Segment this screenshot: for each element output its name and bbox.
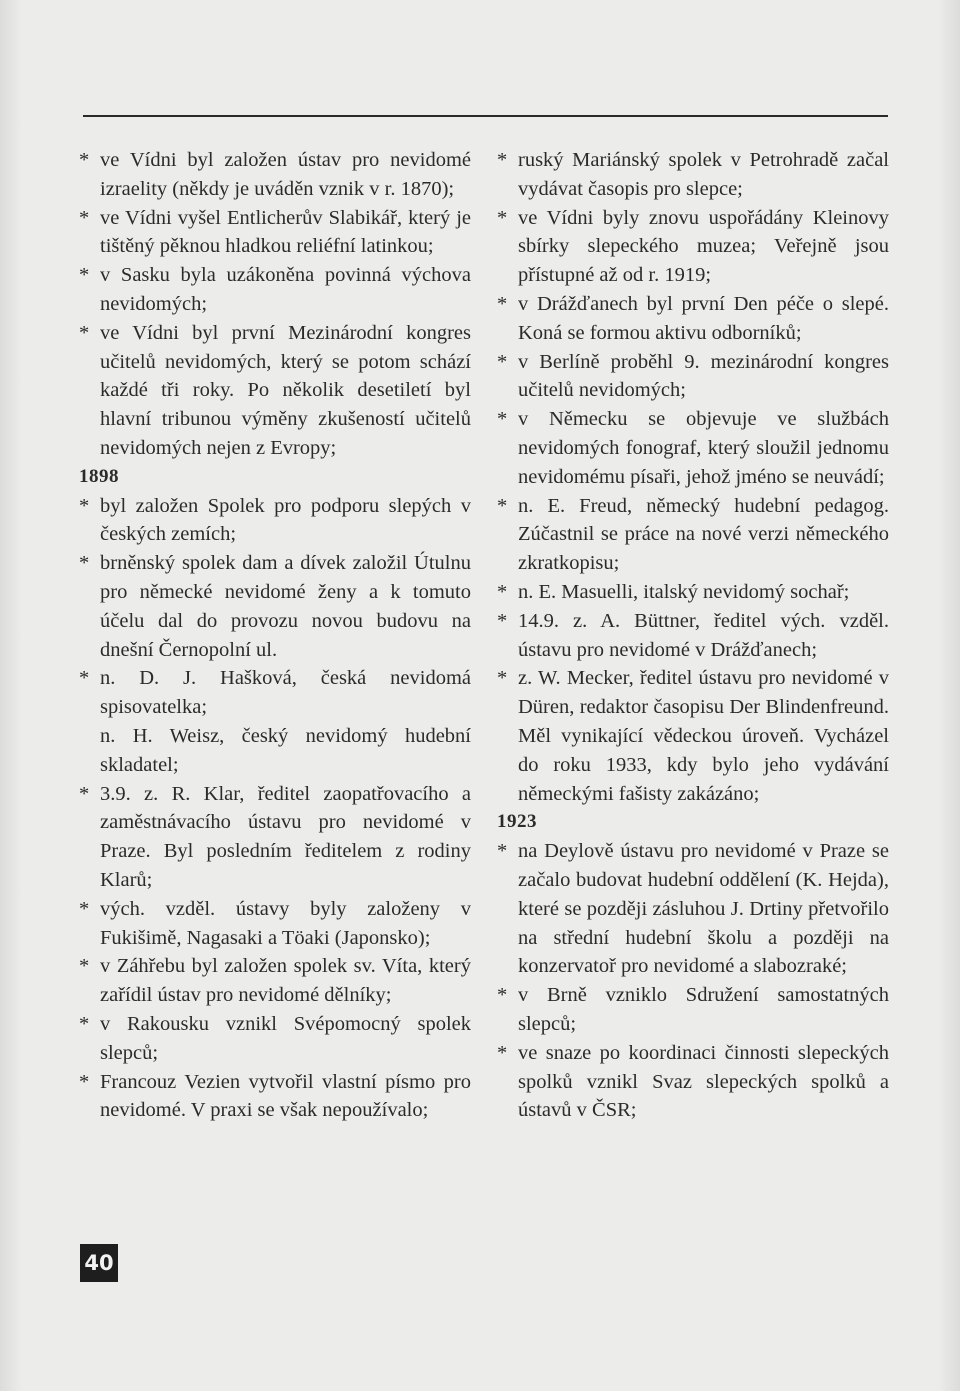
chronology-entry [497,607,889,665]
chronology-entry [79,146,471,204]
page-number: 40 [80,1244,118,1282]
entry-text: z. W. Mecker, ředitel ústavu pro nevidomé v Düren, redaktor časopisu Der Blindenfreund. Měl vynikající vědeckou úroveň. Vycházel do roku 1933, kdy bylo jeho vydávání německými fašisty zakázáno; [518,667,889,805]
chronology-entry [497,837,889,981]
chronology-entry [497,492,889,578]
chronology-entry [79,1068,471,1126]
entry-text: n. E. Masuelli, italský nevidomý sochař; [518,580,850,603]
bullet-asterisk: * [79,955,90,978]
bullet-asterisk: * [497,206,508,229]
chronology-entry [79,895,471,953]
entry-text: 3.9. z. R. Klar, ředitel zaopatřovacího a zaměstnávacího ústavu pro nevidomé v Praze. Byl posledním ředitelem z rodiny Klarů; [100,782,471,891]
bullet-asterisk: * [497,667,508,690]
chronology-entry [497,146,889,204]
chronology-entry [497,1039,889,1125]
entry-text: ve Vídni byl první Mezinárodní kongres učitelů nevidomých, který se potom schází každé tři roky. Po několik desetiletí byl hlavní tribunou výměny zkušeností učitelů nevidomých nejen z Evropy; [100,321,471,459]
entry-text: brněnský spolek dam a dívek založil Útulnu pro německé nevidomé ženy a k tomuto účelu dal do provozu novou budovu na dnešní Černopolní ul. [100,552,471,661]
chronology-entry [79,952,471,1010]
entry-text: v Rakousku vznikl Svépomocný spolek slepců; [100,1012,471,1064]
chronology-entry [79,319,471,463]
bullet-asterisk: * [79,494,90,517]
bullet-asterisk: * [79,206,90,229]
left-column [79,146,471,1125]
chronology-entry [79,549,471,664]
bullet-asterisk: * [79,1012,90,1035]
entry-text: ve snaze po koordinaci činnosti slepeckých spolků vznikl Svaz slepeckých spolků a ústavů v ČSR; [518,1041,889,1122]
entry-text: v Sasku byla uzákoněna povinná výchova nevidomých; [100,264,471,315]
chronology-entry [79,261,471,319]
chronology-entry [79,204,471,262]
chronology-entry [497,664,889,808]
chronology-entry [497,348,889,406]
chronology-entry [497,578,889,607]
entry-text: ve Vídni byly znovu uspořádány Kleinovy sbírky slepeckého muzea; Veřejně jsou přístupné až od r. 1919; [518,206,889,287]
chronology-entry [79,492,471,550]
year-heading: 1923 [497,811,537,833]
bullet-asterisk: * [497,580,508,603]
top-rule [83,115,888,117]
chronology-entry [79,1010,471,1068]
entry-text: Francouz Vezien vytvořil vlastní písmo pro nevidomé. V praxi se však nepoužívalo; [100,1070,471,1122]
bullet-asterisk: * [497,984,508,1007]
bullet-asterisk: * [79,1070,90,1093]
bullet-asterisk: * [497,609,508,632]
bullet-asterisk: * [497,408,508,431]
entry-text: byl založen Spolek pro podporu slepých v českých zemích; [100,494,471,546]
bullet-asterisk: * [79,552,90,575]
bullet-asterisk: * [497,350,508,373]
bullet-asterisk: * [497,840,508,863]
year-heading: 1898 [79,465,119,487]
bullet-asterisk: * [79,782,90,805]
entry-text: v Berlíně proběhl 9. mezinárodní kongres učitelů nevidomých; [518,350,889,402]
chronology-entry [79,664,471,722]
entry-text: v Záhřebu byl založen spolek sv. Víta, který zařídil ústav pro nevidomé dělníky; [100,955,471,1007]
bullet-asterisk: * [79,321,90,344]
chronology-entry [497,405,889,491]
bullet-asterisk: * [497,292,508,315]
right-column [497,146,889,1125]
entry-text: 14.9. z. A. Büttner, ředitel vých. vzděl. ústavu pro nevidomé v Drážďanech; [518,609,889,661]
entry-text: v Brně vzniklo Sdružení samostatných slepců; [518,984,889,1035]
chronology-entry [79,780,471,895]
entry-text: ve Vídni byl založen ústav pro nevidomé izraelity (někdy je uváděn vznik v r. 1870); [100,149,471,200]
entry-text: ruský Mariánský spolek v Petrohradě začal vydávat časopis pro slepce; [518,149,889,200]
entry-text: v Německu se objevuje ve službách nevidomých fonograf, který sloužil jednomu nevidomému písaři, jehož jméno se neuvádí; [518,408,889,488]
chronology-entry [497,290,889,348]
entry-text: v Drážďanech byl první Den péče o slepé. Koná se formou aktivu odborníků; [518,292,889,344]
entry-text: n. D. J. Hašková, česká nevidomá spisovatelka; [100,667,471,719]
bullet-asterisk: * [79,264,90,287]
entry-text: vých. vzděl. ústavy byly založeny v Fukišimě, Nagasaki a Töaki (Japonsko); [100,897,471,949]
bullet-asterisk: * [79,149,90,171]
bullet-asterisk: * [79,667,90,690]
bullet-asterisk: * [79,897,90,920]
bullet-asterisk: * [497,149,508,171]
chronology-entry [79,722,471,780]
entry-text: n. H. Weisz, český nevidomý hudební skladatel; [100,724,471,776]
chronology-entry [497,981,889,1039]
entry-text: ve Vídni vyšel Entlicherův Slabikář, který je tištěný pěknou hladkou reliéfní latinkou; [100,206,471,258]
bullet-asterisk: * [497,494,508,517]
chronology-entry [497,204,889,290]
entry-text: n. E. Freud, německý hudební pedagog. Zúčastnil se práce na nové verzi německého zkratkopisu; [518,494,889,575]
entry-text: na Deylově ústavu pro nevidomé v Praze se začalo budovat hudební oddělení (K. Hejda), které se později zásluhou J. Drtiny přetvořilo na střední hudební školu a později na konzervatoř pro nevidomé a slabozraké; [518,840,889,978]
bullet-asterisk: * [497,1041,508,1064]
